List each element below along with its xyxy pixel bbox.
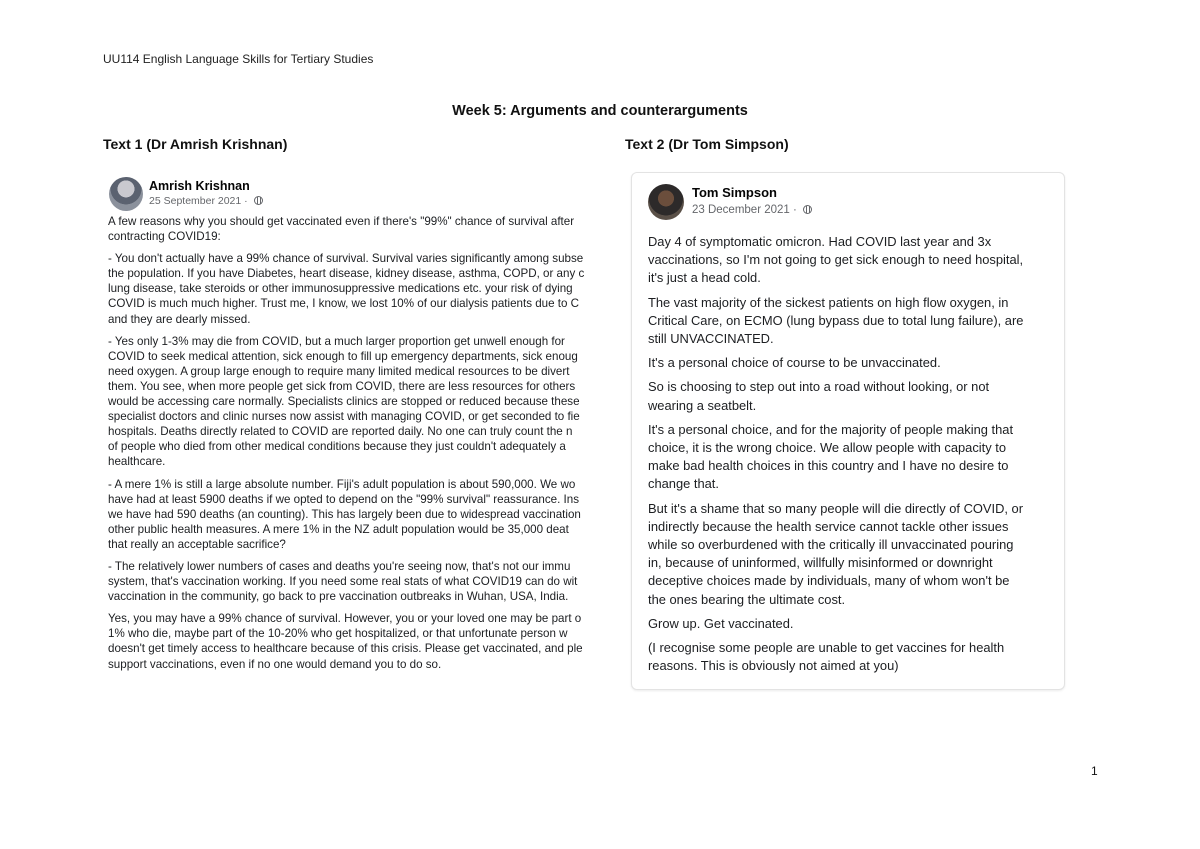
post-paragraph: It's a personal choice of course to be unvaccinated. bbox=[648, 355, 941, 371]
post-date: 23 December 2021 · bbox=[692, 204, 797, 216]
post-tom-simpson bbox=[631, 172, 1065, 690]
post-paragraph: So is choosing to step out into a road without looking, or not wearing a seatbelt. bbox=[648, 379, 990, 413]
post-header bbox=[632, 173, 1064, 231]
post-header bbox=[103, 170, 600, 210]
document-header: UU114 English Language Skills for Tertiary Studies bbox=[103, 52, 374, 66]
avatar bbox=[648, 184, 684, 220]
avatar bbox=[109, 177, 143, 211]
page-number: 1 bbox=[1091, 764, 1098, 778]
post-paragraph: But it's a shame that so many people will die directly of COVID, or indirectly because the health service cannot tackle other issues while so overburdened with the critically ill unvaccinated pouring in, because of uninformed, willfully misinformed or downright deceptive choices made by individuals, many of whom won't be the ones bearing the ultimate cost. bbox=[648, 500, 1024, 607]
post-amrish-krishnan bbox=[103, 170, 600, 715]
post-body bbox=[632, 231, 1064, 675]
post-meta bbox=[149, 195, 263, 207]
post-paragraph: The vast majority of the sickest patients on high flow oxygen, in Critical Care, on ECMO (lung bypass due to total lung failure), are still UNVACCINATED. bbox=[648, 294, 1024, 347]
post-paragraph: - You don't actually have a 99% chance of survival. Survival varies significantly among subse the population. If you have Diabetes, heart disease, kidney disease, asthma, COPD, or any c lung disease, take steroids or other immunosuppressive medications etc. your risk of dying COVID is much much higher. Trust me, I know, we lost 10% of our dialysis patients due to C and they are dearly missed. bbox=[108, 252, 585, 326]
post-paragraph: Grow up. Get vaccinated. bbox=[648, 615, 794, 631]
post-paragraph: A few reasons why you should get vaccinated even if there's "99%" chance of survival after contracting COVID19: bbox=[108, 215, 575, 244]
page-title: Week 5: Arguments and counterarguments bbox=[452, 103, 748, 119]
post-paragraph: - A mere 1% is still a large absolute number. Fiji's adult population is about 590,000. We wo have had at least 5900 deaths if we opted to depend on the "99% survival" reassurance. Ins we have had 590 deaths (an counting). This has largely been due to widespread vaccination other public health measures. A mere 1% in the NZ adult population would be 35,000 deat that really an acceptable sacrifice? bbox=[108, 477, 581, 551]
globe-icon bbox=[254, 196, 263, 205]
post-date: 25 September 2021 · bbox=[149, 195, 248, 207]
post-author: Tom Simpson bbox=[692, 185, 777, 200]
post-paragraph: - Yes only 1-3% may die from COVID, but a much larger proportion get unwell enough for COVID to seek medical attention, sick enough to fill up emergency departments, sick enoug need oxygen. A group large enough to require many limited medical resources to be divert them. You see, when more people get sick from COVID, there are less resources for others would be accessing care normally. Specialists clinics are stopped or reduced because these specialist doctors and clinic nurses now assist with managing COVID, or get seconded to fie hospitals. Deaths directly related to COVID are reported daily. No one can truly count the n of people who died from other medical conditions because they just couldn't adequately a healthcare. bbox=[108, 334, 580, 469]
post-paragraph: It's a personal choice, and for the majority of people making that choice, it is the wrong choice. We allow people with capacity to make bad health choices in this country and I have no desire to change that. bbox=[648, 421, 1014, 492]
post-author: Amrish Krishnan bbox=[149, 179, 250, 193]
post-paragraph: (I recognise some people are unable to get vaccines for health reasons. This is obviously not aimed at you) bbox=[648, 640, 1005, 674]
text1-heading: Text 1 (Dr Amrish Krishnan) bbox=[103, 136, 288, 152]
text2-heading: Text 2 (Dr Tom Simpson) bbox=[625, 136, 789, 152]
post-meta bbox=[692, 204, 812, 216]
post-paragraph: Day 4 of symptomatic omicron. Had COVID last year and 3x vaccinations, so I'm not going to get sick enough to need hospital, it's just a head cold. bbox=[648, 234, 1024, 286]
post-paragraph: Yes, you may have a 99% chance of survival. However, you or your loved one may be part o 1% who die, maybe part of the 10-20% who get hospitalized, or that unfortunate person w doesn't get timely access to healthcare because of this crisis. Please get vaccinated, and ple support vaccinations, even if no one would demand you to do so. bbox=[108, 612, 583, 671]
post-paragraph: - The relatively lower numbers of cases and deaths you're seeing now, that's not our immu system, that's vaccination working. If you need some real stats of what COVID19 can do wit vaccination in the community, go back to pre vaccination outbreaks in Wuhan, USA, India. bbox=[108, 559, 578, 604]
globe-icon bbox=[803, 205, 812, 214]
post-body bbox=[103, 210, 600, 672]
